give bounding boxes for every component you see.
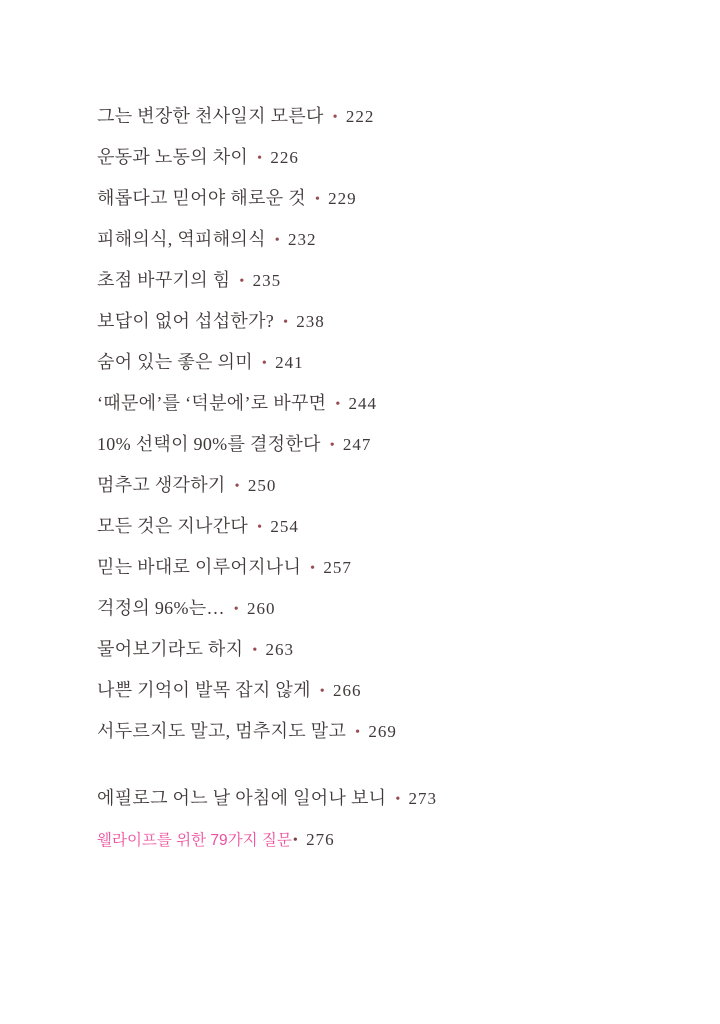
toc-entry-page: 257 (323, 558, 352, 577)
toc-entry (97, 588, 437, 629)
toc-entry-title: 모든 것은 지나간다 (97, 516, 249, 536)
appendix-page: 276 (306, 830, 335, 849)
toc-entry-page: 222 (345, 107, 375, 126)
toc-entry (97, 424, 437, 465)
toc-entry-page: 250 (247, 476, 277, 495)
toc-entry (97, 342, 437, 383)
bullet-separator: • (257, 151, 263, 166)
toc-entry (97, 465, 437, 506)
toc-entry-page: 244 (348, 394, 378, 413)
bullet-separator: • (335, 397, 341, 412)
bullet-separator: • (310, 561, 316, 576)
bullet-separator: • (257, 520, 263, 535)
toc-entry (97, 260, 437, 301)
bullet-separator: • (332, 110, 338, 125)
epilogue-title: 에필로그 어느 날 아침에 일어나 보니 (97, 788, 387, 808)
bullet-separator: • (283, 315, 289, 330)
bullet-separator: • (233, 602, 239, 617)
toc-appendix-entry (97, 819, 437, 860)
bullet-separator: • (319, 684, 325, 699)
toc-entry-page: 260 (246, 599, 276, 618)
toc-entry-page: 235 (252, 271, 282, 290)
toc-entry-title: 멈추고 생각하기 (97, 475, 226, 495)
bullet-separator: • (292, 833, 299, 848)
toc-entry-title: 물어보기라도 하지 (97, 639, 244, 659)
section-gap (97, 752, 437, 778)
toc-entry (97, 670, 437, 711)
table-of-contents (97, 96, 437, 860)
toc-entry-page: 263 (265, 640, 295, 659)
toc-entry-title: 해롭다고 믿어야 해로운 것 (97, 188, 306, 208)
toc-entry-title: ‘때문에’를 ‘덕분에’로 바꾸면 (97, 393, 327, 413)
toc-entry-page: 229 (328, 189, 357, 208)
bullet-separator: • (355, 725, 361, 740)
toc-entry (97, 506, 437, 547)
toc-entry-title: 걱정의 96%는… (97, 598, 225, 618)
epilogue-page: 273 (408, 789, 438, 808)
toc-entry-page: 241 (275, 353, 304, 372)
toc-entry-title: 서두르지도 말고, 멈추지도 말고 (97, 721, 347, 741)
toc-entry (97, 383, 437, 424)
bullet-separator: • (261, 356, 268, 371)
bullet-separator: • (274, 233, 280, 248)
appendix-title: 웰라이프를 위한 79가지 질문 (97, 832, 292, 849)
toc-entry-page: 254 (270, 517, 299, 536)
toc-entry (97, 547, 437, 588)
toc-entry-title: 보답이 없어 섭섭한가? (97, 311, 275, 331)
toc-entry (97, 219, 437, 260)
bullet-separator: • (329, 438, 335, 453)
toc-entry-page: 226 (270, 148, 299, 167)
toc-entry (97, 629, 437, 670)
toc-entry-page: 232 (288, 230, 317, 249)
toc-entry-title: 숨어 있는 좋은 의미 (97, 352, 253, 372)
toc-entry-page: 247 (342, 435, 372, 454)
toc-entry-title: 피해의식, 역피해의식 (97, 229, 266, 249)
bullet-separator: • (395, 792, 401, 807)
toc-entry-title: 나쁜 기억이 발목 잡지 않게 (97, 680, 311, 700)
toc-entry-page: 266 (332, 681, 362, 700)
toc-entry-title: 믿는 바대로 이루어지나니 (97, 557, 302, 577)
bullet-separator: • (252, 643, 258, 658)
toc-entry (97, 96, 437, 137)
bullet-separator: • (239, 274, 245, 289)
toc-entry-title: 10% 선택이 90%를 결정한다 (97, 434, 321, 454)
toc-entry (97, 137, 437, 178)
toc-entry-page: 238 (296, 312, 325, 331)
toc-entry-title: 초점 바꾸기의 힘 (97, 270, 231, 290)
bullet-separator: • (314, 192, 321, 207)
toc-entry-page: 269 (368, 722, 397, 741)
toc-entry (97, 178, 437, 219)
bullet-separator: • (234, 479, 240, 494)
toc-entry (97, 711, 437, 752)
toc-entry-title: 그는 변장한 천사일지 모른다 (97, 106, 324, 126)
toc-entry (97, 301, 437, 342)
toc-entry-title: 운동과 노동의 차이 (97, 147, 249, 167)
toc-epilogue-entry (97, 778, 437, 819)
